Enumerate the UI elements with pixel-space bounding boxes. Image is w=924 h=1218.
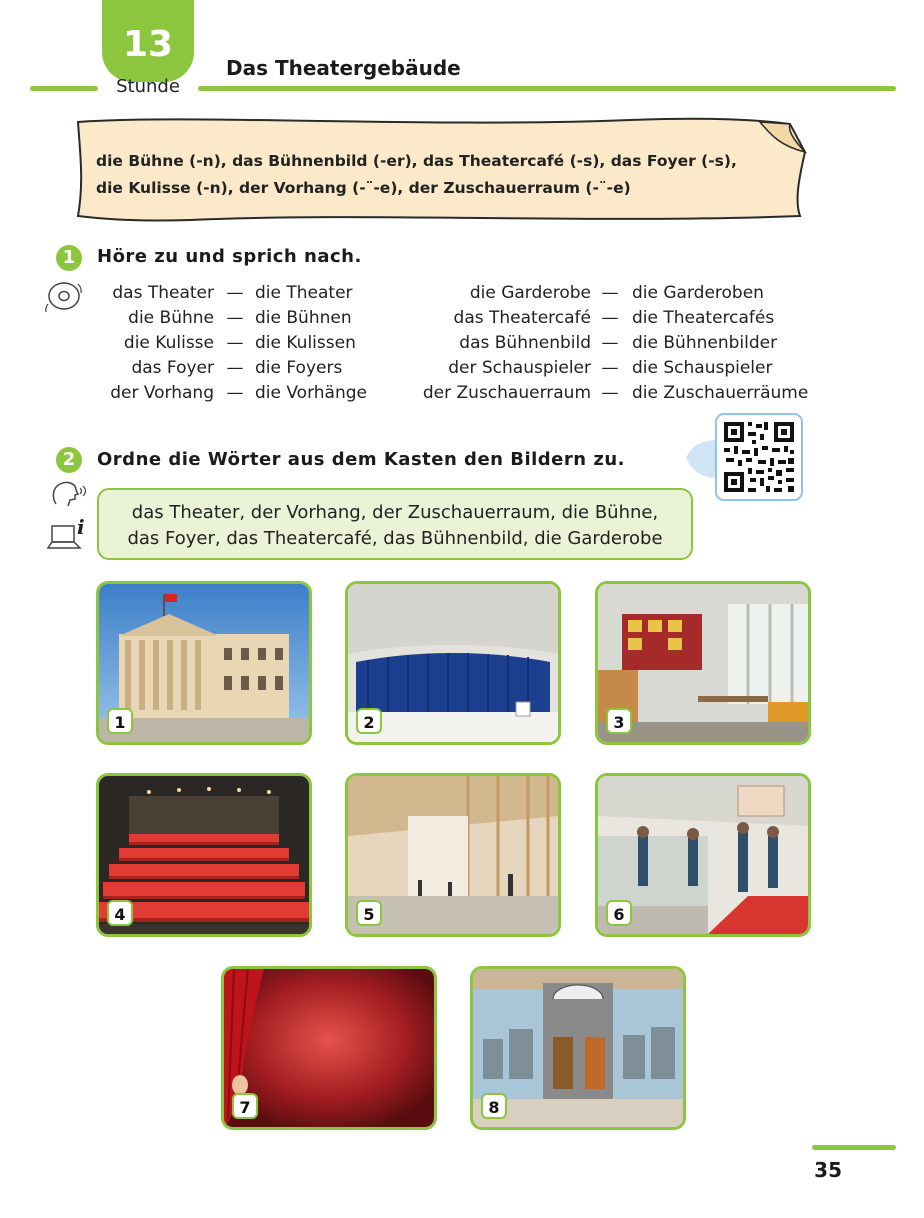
- dash: —: [226, 308, 244, 328]
- dash: —: [601, 308, 619, 328]
- photo-5-foyer: [345, 773, 561, 937]
- photo-4-auditorium: [96, 773, 312, 937]
- photo-label: 7: [232, 1093, 258, 1119]
- ex1-right-singular: [380, 281, 591, 406]
- photo-label: 1: [107, 708, 133, 734]
- word-box: [97, 488, 693, 560]
- exercise-2-number: 2: [56, 447, 82, 473]
- word-item: die Zuschauerräume: [632, 383, 809, 403]
- svg-text:i: i: [77, 515, 85, 539]
- speaking-head-icon: [48, 478, 88, 510]
- dash: —: [601, 358, 619, 378]
- ex1-left-dashes: [224, 281, 246, 406]
- word-item: die Bühne: [128, 308, 214, 328]
- photo-label: 5: [356, 900, 382, 926]
- word-item: die Bühnen: [255, 308, 352, 328]
- photo-7-curtain: [221, 966, 437, 1130]
- lesson-label: Stunde: [116, 76, 180, 97]
- photo-1-theater: [96, 581, 312, 745]
- word-item: die Bühnenbilder: [632, 333, 778, 353]
- photo-label: 2: [356, 708, 382, 734]
- word-item: das Theater: [112, 283, 214, 303]
- photo-2-stage: [345, 581, 561, 745]
- word-item: das Theatercafé: [453, 308, 591, 328]
- word-item: die Garderobe: [469, 283, 591, 303]
- photo-8-stage-set: [470, 966, 686, 1130]
- word-item: die Schauspieler: [632, 358, 773, 378]
- exercise-1-title: Höre zu und sprich nach.: [97, 246, 362, 267]
- page-title: Das Theatergebäude: [226, 56, 461, 80]
- lesson-number: 13: [122, 24, 174, 65]
- photo-label: 4: [107, 900, 133, 926]
- photo-6-garderobe: [595, 773, 811, 937]
- word-item: die Theatercafés: [632, 308, 775, 328]
- ex1-right-plural: [632, 281, 832, 406]
- word-item: die Kulisse: [123, 333, 214, 353]
- header-rule-right: [198, 86, 896, 91]
- dash: —: [601, 283, 619, 303]
- photo-label: 6: [606, 900, 632, 926]
- exercise-2-title: Ordne die Wörter aus dem Kasten den Bildern zu.: [97, 449, 625, 470]
- word-box-line-2: das Foyer, das Theatercafé, das Bühnenbild, die Garderobe: [127, 528, 663, 549]
- word-box-line-1: das Theater, der Vorhang, der Zuschauerraum, die Bühne,: [131, 502, 659, 523]
- photo-label: 3: [606, 708, 632, 734]
- vocabulary-text: [96, 148, 737, 202]
- laptop-info-icon: [46, 514, 92, 554]
- word-item: die Vorhänge: [255, 383, 367, 403]
- dash: —: [601, 383, 619, 403]
- ex1-right-dashes: [599, 281, 621, 406]
- photo-3-cafe: [595, 581, 811, 745]
- photo-label: 8: [481, 1093, 507, 1119]
- word-item: das Foyer: [131, 358, 214, 378]
- word-item: die Foyers: [255, 358, 343, 378]
- word-item: die Garderoben: [632, 283, 764, 303]
- dash: —: [226, 383, 244, 403]
- word-item: die Theater: [255, 283, 353, 303]
- footer-rule: [812, 1145, 896, 1150]
- word-item: die Kulissen: [255, 333, 356, 353]
- word-item: der Zuschauerraum: [422, 383, 591, 403]
- dash: —: [226, 283, 244, 303]
- word-item: der Vorhang: [110, 383, 214, 403]
- dash: —: [226, 358, 244, 378]
- vocabulary-line-2: die Kulisse (-n), der Vorhang (-¨-e), der Zuschauerraum (-¨-e): [96, 179, 631, 197]
- qr-code-icon[interactable]: [682, 412, 806, 504]
- word-item: der Schauspieler: [448, 358, 591, 378]
- header-rule-left: [30, 86, 98, 91]
- vocabulary-line-1: die Bühne (-n), das Bühnenbild (-er), das Theatercafé (-s), das Foyer (-s),: [96, 152, 737, 170]
- exercise-1-number: 1: [56, 245, 82, 271]
- ex1-left-singular: [60, 281, 214, 406]
- word-item: das Bühnenbild: [459, 333, 591, 353]
- page-number: 35: [814, 1158, 842, 1182]
- dash: —: [226, 333, 244, 353]
- dash: —: [601, 333, 619, 353]
